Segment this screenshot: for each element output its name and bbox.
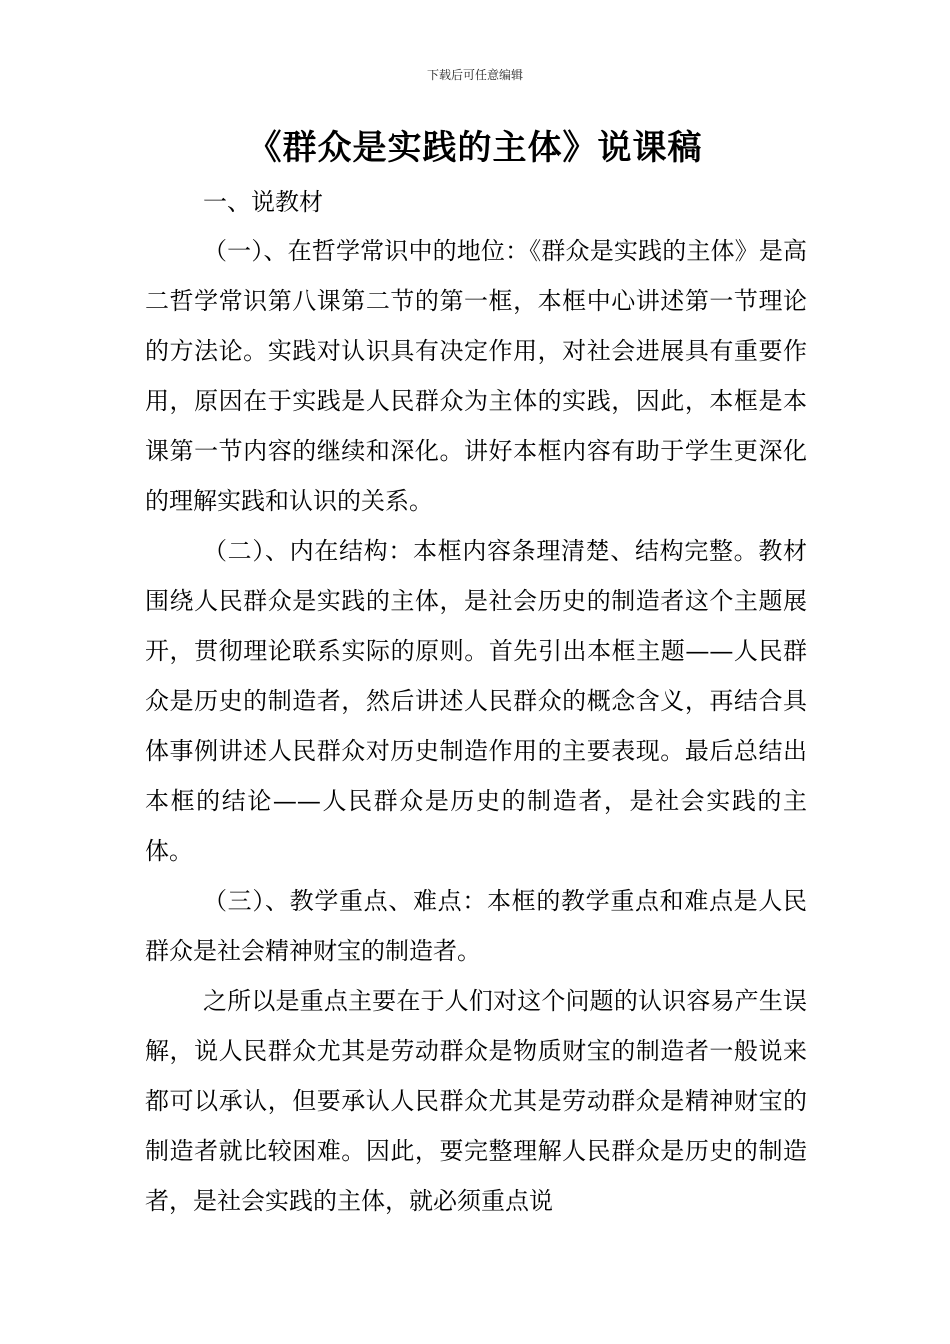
document-title: 《群众是实践的主体》说课稿	[247, 128, 703, 168]
section-heading: 一、说教材	[203, 188, 323, 216]
paragraph-key-points: （三）、教学重点、难点：本框的教学重点和难点是人民群众是社会精神财宝的制造者。	[145, 887, 807, 965]
paragraph-reason: 之所以是重点主要在于人们对这个问题的认识容易产生误解，说人民群众尤其是劳动群众是物质财宝的制造者一般说来都可以承认，但要承认人民群众尤其是劳动群众是精神财宝的制造者就比较困难。因此，要完整理解人民群众是历史的制造者，是社会实践的主体，就必须重点说	[145, 987, 807, 1215]
paragraph-position: （一）、在哲学常识中的地位：《群众是实践的主体》是高二哲学常识第八课第二节的第一框，本框中心讲述第一节理论的方法论。实践对认识具有决定作用，对社会进展具有重要作用，原因在于实践是人民群众为主体的实践，因此，本框是本课第一节内容的继续和深化。讲好本框内容有助于学生更深化的理解实践和认识的关系。	[145, 237, 807, 515]
header-watermark: 下载后可任意编辑	[426, 68, 523, 82]
document-body	[145, 226, 807, 1226]
paragraph-structure: （二）、内在结构：本框内容条理清楚、结构完整。教材围绕人民群众是实践的主体，是社会历史的制造者这个主题展开，贯彻理论联系实际的原则。首先引出本框主题——人民群众是历史的制造者，然后讲述人民群众的概念含义，再结合具体事例讲述人民群众对历史制造作用的主要表现。最后总结出本框的结论——人民群众是历史的制造者，是社会实践的主体。	[145, 537, 807, 865]
